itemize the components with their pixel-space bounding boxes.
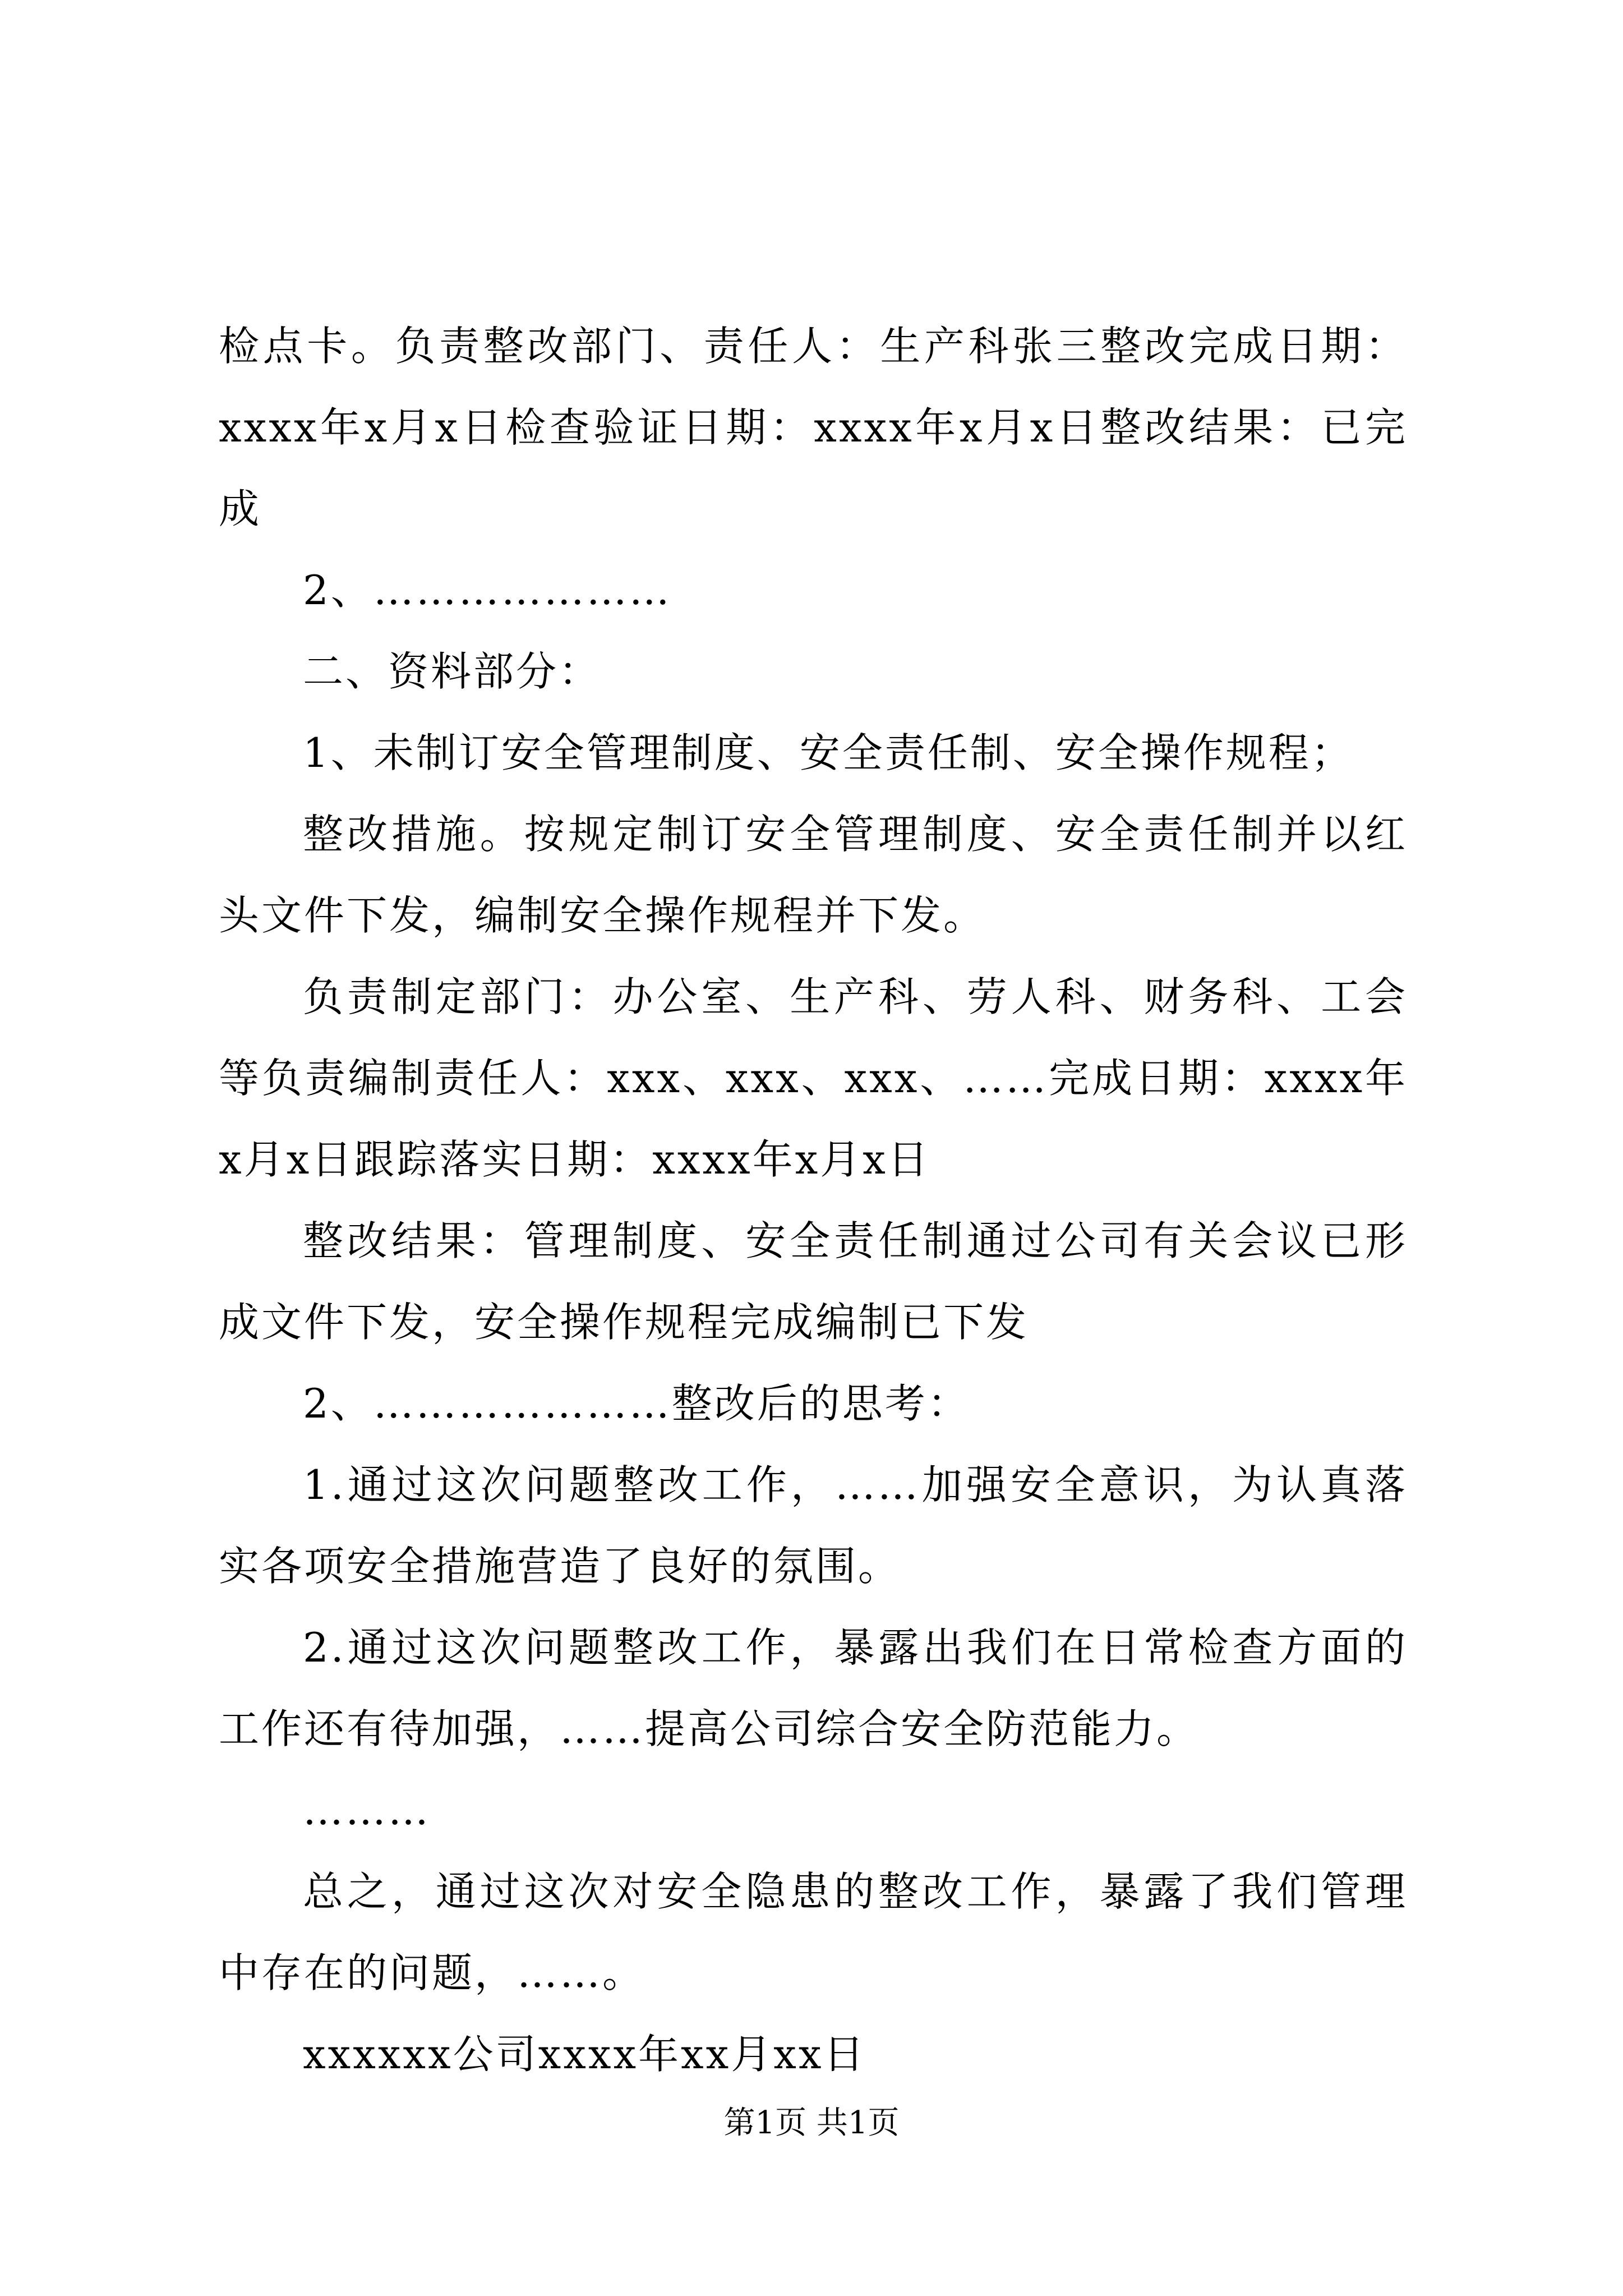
- paragraph-ellipsis: ………: [303, 1787, 431, 1834]
- paragraph-responsible-departments: 负责制定部门：办公室、生产科、劳人科、财务科、工会等负责编制责任人：xxx、xxx、xxx、……完成日期：xxxx年x月x日跟踪落实日期：xxxx年x月x日: [219, 973, 1408, 1183]
- paragraph-reflection-1: 1.通过这次问题整改工作，……加强安全意识，为认真落实各项安全措施营造了良好的氛围。: [219, 1461, 1408, 1590]
- paragraph-signature-date: xxxxxx公司xxxx年xx月xx日: [303, 2031, 866, 2078]
- paragraph-reflection-2: 2.通过这次问题整改工作，暴露出我们在日常检查方面的工作还有待加强，……提高公司综合安全防范能力。: [219, 1624, 1408, 1752]
- paragraph-conclusion: 总之，通过这次对安全隐患的整改工作，暴露了我们管理中存在的问题，……。: [219, 1868, 1408, 1996]
- paragraph-rectification-measures: 整改措施。按规定制订安全管理制度、安全责任制并以红头文件下发，编制安全操作规程并下发。: [219, 811, 1408, 939]
- paragraph-inspection-card: 检点卡。负责整改部门、责任人：生产科张三整改完成日期：xxxx年x月x日检查验证日期：xxxx年x月x日整改结果：已完成: [219, 323, 1408, 532]
- document-body: [219, 306, 1408, 2095]
- paragraph-reflection-heading: 2、…………………整改后的思考：: [303, 1380, 970, 1427]
- paragraph-item-1-problem: 1、未制订安全管理制度、安全责任制、安全操作规程；: [303, 729, 1354, 776]
- page-number-footer: 第1页 共1页: [723, 2105, 900, 2141]
- paragraph-rectification-result: 整改结果：管理制度、安全责任制通过公司有关会议已形成文件下发，安全操作规程完成编制已下发: [219, 1217, 1408, 1346]
- section-heading-materials: 二、资料部分：: [303, 648, 602, 695]
- paragraph-item-2-placeholder: 2、…………………: [303, 567, 672, 614]
